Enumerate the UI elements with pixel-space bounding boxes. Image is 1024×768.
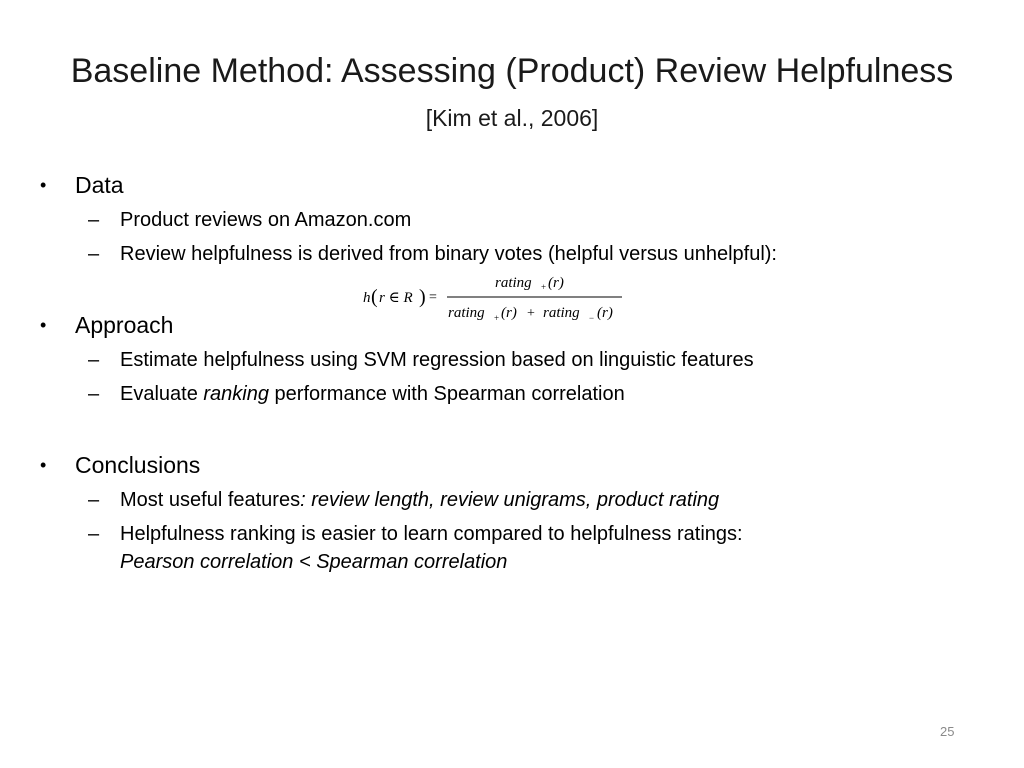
formula-num-arg: (r)	[548, 275, 564, 291]
emphasis-ranking: ranking	[203, 383, 269, 405]
text-run: Most useful features	[120, 489, 301, 511]
text-run: Evaluate	[120, 383, 204, 405]
formula-den-sub-minus: −	[589, 313, 595, 323]
dash-marker: –	[88, 383, 100, 405]
emphasis-features: : review length, review unigrams, product rating	[300, 489, 720, 511]
bullet-heading-data: Data	[75, 172, 124, 198]
formula-num-sub: +	[541, 282, 547, 292]
bullet-dot: •	[40, 315, 47, 335]
slide-title: Baseline Method: Assessing (Product) Review Helpfulness	[70, 52, 954, 90]
formula-den-rating-plus: rating	[448, 305, 485, 321]
helpfulness-formula	[355, 268, 635, 328]
sub-bullet-text: Estimate helpfulness using SVM regression based on linguistic features	[120, 349, 754, 371]
page-number: 25	[940, 724, 955, 739]
bullet-dot: •	[40, 455, 47, 475]
formula-open-paren: (	[371, 286, 378, 308]
formula-den-arg-2: (r)	[597, 305, 613, 321]
sub-bullet-text: Helpfulness ranking is easier to learn compared to helpfulness ratings:	[120, 523, 743, 545]
sub-bullet-text: Review helpfulness is derived from binary votes (helpful versus unhelpful):	[120, 243, 777, 265]
formula-close-paren: )	[419, 286, 426, 308]
dash-marker: –	[88, 489, 100, 511]
slide-citation: [Kim et al., 2006]	[425, 105, 599, 131]
sub-bullet-text-line2: Pearson correlation < Spearman correlation	[120, 551, 508, 573]
sub-bullet-text: Product reviews on Amazon.com	[120, 209, 412, 231]
dash-marker: –	[88, 523, 100, 545]
dash-marker: –	[88, 349, 100, 371]
formula-num-rating: rating	[495, 275, 532, 291]
bullet-dot: •	[40, 175, 47, 195]
formula-den-plus: +	[527, 306, 535, 321]
bullet-heading-approach: Approach	[75, 312, 174, 338]
formula-lhs-arg: r ∈ R	[379, 290, 413, 306]
formula-equals: =	[429, 290, 437, 305]
dash-marker: –	[88, 243, 100, 265]
dash-marker: –	[88, 209, 100, 231]
bullet-heading-conclusions: Conclusions	[75, 452, 201, 478]
text-run: performance with Spearman correlation	[269, 383, 625, 405]
formula-den-sub-plus: +	[494, 313, 500, 323]
formula-den-rating-minus: rating	[543, 305, 580, 321]
sub-bullet-text	[120, 381, 625, 407]
formula-den-arg-1: (r)	[501, 305, 517, 321]
sub-bullet-text	[120, 487, 719, 513]
formula-h: h	[363, 290, 371, 306]
